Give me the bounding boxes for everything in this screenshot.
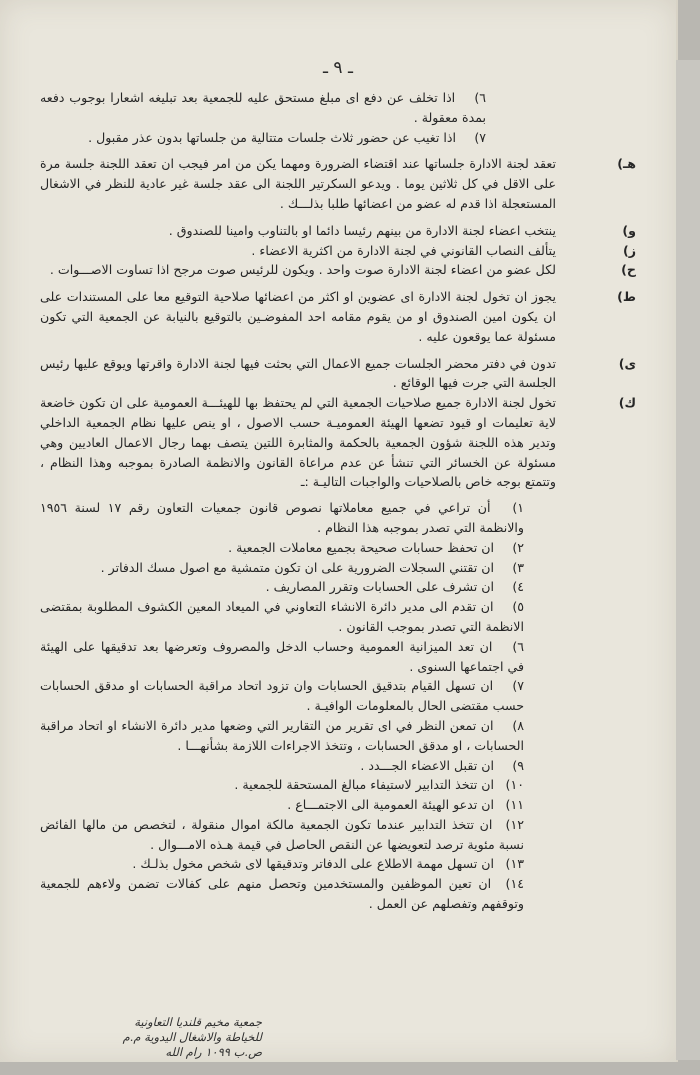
duty-text: ان تتخذ التدابير لاستيفاء مبالغ المستحقة للجمعية . [234, 777, 494, 793]
page-edge-shadow [676, 60, 700, 1060]
duty-item [40, 577, 636, 597]
clause-marker: ى) [618, 355, 636, 371]
clause-marker: ح) [621, 262, 636, 278]
clause-t [40, 287, 636, 346]
duty-item [40, 775, 636, 795]
duty-item [40, 854, 636, 874]
duty-number: ١٣) [505, 856, 524, 872]
duty-item [40, 815, 636, 855]
stamp-line: للخياطة والاشغال اليدوية م.م [122, 1030, 262, 1044]
duty-text: ان تسهل القيام بتدقيق الحسابات وان تزود اتحاد مراقبة الحسابات او مدقق الحسابات حسب مقتضى الحال بالمعلومات الوافيـة . [40, 678, 524, 714]
duty-number: ٥) [512, 599, 524, 615]
duty-text: ان تقتني السجلات الضرورية على ان تكون متمشية مع اصول مسك الدفاتر . [100, 559, 494, 575]
clause-marker: ك) [618, 395, 636, 411]
duty-item [40, 874, 636, 914]
duty-text: ان تمعن النظر في اى تقرير من التقارير التي وضعها مدير دائرة الانشاء او اتحاد مراقبة الحسابات ، او مدقق الحسابات ، وتتخذ الاجراءات اللازمة بشأنهـــا . [40, 717, 524, 753]
clause-y [40, 354, 636, 394]
duty-number: ٧) [512, 678, 525, 694]
clause-z [40, 241, 636, 261]
sub-item [40, 88, 636, 128]
clause-marker: ط) [617, 289, 636, 305]
duty-number: ١١) [505, 797, 524, 813]
duty-item [40, 756, 636, 776]
duty-item [40, 558, 636, 578]
duty-item [40, 498, 636, 538]
duty-item [40, 637, 636, 677]
clause-text: تخول لجنة الادارة جميع صلاحيات الجمعية التي لم يحتفظ بها للهيئـــة العمومية على ان تكون خاضعة لاية تعليمات او قيود تضعها الهيئة العموميـة حسب الاصول ، او ينص عليها نظام الجمعية الداخلي وتدير هذه اللجنة شؤون الجمعية بالحكمة والمثابرة اللتين يتصف بهما رجال الاعمال العاديين وهي مسئولة عن الخسائر التي تنشأ عن عدم مراعاة القانون والانظمة الصادرة بموجبه وهذا النظام ، وتتمتع بوجه خاص بالصلاحيات والواجبات التاليـة :ـ [40, 395, 556, 490]
handwritten-stamp [92, 1015, 262, 1060]
duty-number: ٩) [512, 757, 524, 773]
duty-text: ان تعين الموظفين والمستخدمين وتحصل منهم على كفالات تضمن ولاءهم للجمعية وتوقفهم وتفصلهم عن العمل . [40, 876, 524, 912]
duty-text: ان تشرف على الحسابات وتقرر المصاريف . [265, 579, 494, 595]
clause-h2 [40, 260, 636, 280]
clause-text: تعقد لجنة الادارة جلساتها عند اقتضاء الضرورة ومهما يكن من امر فيجب ان تعقد اللجنة جلسة مرة على الاقل في كل ثلاثين يوما . ويدعو السكرتير اللجنة الى عقد جلسة غير عادية للنظر في الاشغال المستعجلة اذا قدم له عضو من اعضائها طلبا بذلـــك . [40, 156, 556, 211]
sub-item-text: اذا تغيب عن حضور ثلاث جلسات متتالية من جلساتها بدون عذر مقبول . [88, 129, 456, 145]
sub-item-text: اذا تخلف عن دفع اى مبلغ مستحق عليه للجمعية بعد تبليغه اشعارا بوجوب دفعه بمدة معقولة . [40, 90, 486, 125]
duty-item [40, 676, 636, 716]
sub-item-number: ٦) [474, 90, 486, 105]
duty-item [40, 538, 636, 558]
duty-number: ١) [512, 500, 525, 516]
duty-number: ٤) [512, 579, 524, 595]
duty-number: ١٢) [505, 816, 524, 832]
duties-list [40, 498, 636, 914]
duty-text: ان تحفظ حسابات صحيحة بجميع معاملات الجمعية . [228, 539, 494, 555]
clause-text: لكل عضو من اعضاء لجنة الادارة صوت واحد . ويكون للرئيس صوت مرجح اذا تساوت الاصـــوات . [49, 262, 556, 278]
duty-text: ان تسهل مهمة الاطلاع على الدفاتر وتدقيقها لاى شخص مخول بذلـك . [132, 856, 494, 872]
duty-number: ٦) [512, 638, 524, 654]
duty-text: ان تقبل الاعضاء الجـــدد . [360, 757, 494, 773]
clause-h [40, 154, 636, 213]
duty-number: ٢) [512, 539, 524, 555]
clause-marker: ز) [622, 242, 636, 258]
clause-text: يتألف النصاب القانوني في لجنة الادارة من اكثرية الاعضاء . [251, 242, 556, 258]
clause-marker: هـ) [617, 156, 636, 172]
duty-item [40, 795, 636, 815]
duty-number: ٨) [512, 717, 524, 733]
stamp-line: جمعية مخيم قلنديا التعاونية [134, 1015, 262, 1029]
clause-text: يجوز ان تخول لجنة الادارة اى عضوين او اكثر من اعضائها صلاحية التوقيع معا على المستندات على ان يكون امين الصندوق او من يقوم مقامه احد المفوضـين بالتوقيع بالنيابة عن الجمعية التي تكون مسئولة عما يوقعون عليه . [40, 289, 556, 344]
duty-number: ١٤) [505, 876, 524, 892]
clause-text: ينتخب اعضاء لجنة الادارة من بينهم رئيسا دائما او بالتناوب وامينا للصندوق . [168, 222, 556, 238]
clause-marker: و) [622, 222, 636, 238]
sub-item [40, 128, 636, 148]
clause-w [40, 221, 636, 241]
duty-text: ان تدعو الهيئة العمومية الى الاجتمـــاع . [287, 797, 494, 813]
duty-number: ١٠) [505, 777, 524, 793]
clause-text: تدون في دفتر محضر الجلسات جميع الاعمال التي بحثت فيها لجنة الادارة واقرتها ويوقع عليها رئيس الجلسة التي جرت فيها الوقائع . [40, 355, 556, 391]
duty-item [40, 597, 636, 637]
duty-text: أن تراعي في جميع معاملاتها نصوص قانون جمعيات التعاون رقم ١٧ لسنة ١٩٥٦ والانظمة التي تصدر بموجبه هذا النظام . [40, 500, 524, 535]
duty-text: ان تتخذ التدابير عندما تكون الجمعية مالكة اموال منقولة ، لتخصص من مالها الفائض نسبة مئوية ترصد لتعويضها عن النقص الحاصل في قيمة هـذه الامـــوال . [40, 816, 524, 852]
duty-item [40, 716, 636, 756]
page-number: ـ ٩ ـ [323, 58, 353, 78]
duty-text: ان تقدم الى مدير دائرة الانشاء التعاوني في الميعاد المعين الكشوف المطلوبة بمقتضى الانظمة التي تصدر بموجب القانون . [40, 599, 524, 634]
clause-k [40, 393, 636, 492]
document-body [40, 88, 636, 914]
stamp-line: ص.ب ١٠٩٩ رام الله [165, 1045, 262, 1059]
duty-number: ٣) [512, 559, 524, 575]
sub-item-number: ٧) [474, 129, 486, 145]
top-sub-items [40, 88, 636, 147]
duty-text: ان تعد الميزانية العمومية وحساب الدخل والمصروف وتعرضها بعد تدقيقها على الهيئة في اجتماعها السنوى . [40, 638, 524, 674]
